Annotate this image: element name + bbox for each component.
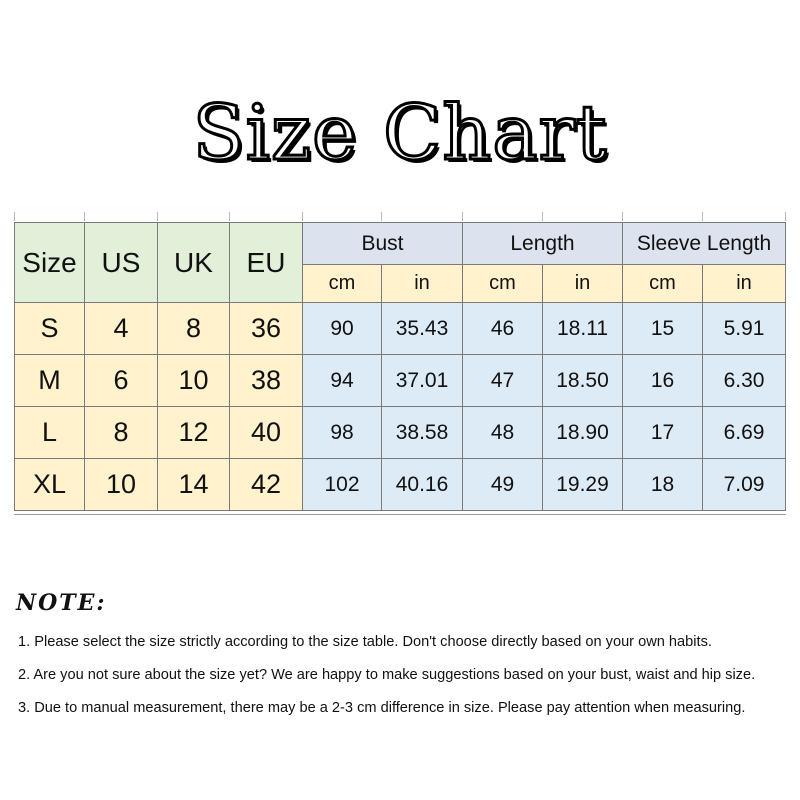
grid-tick [381, 212, 382, 221]
note-line-1: 1. Please select the size strictly according to the size table. Don't choose directly based on your own habits. [18, 634, 712, 650]
table-cell: 35.43 [382, 303, 463, 355]
table-cell: XL [15, 459, 85, 511]
table-cell: 10 [158, 355, 230, 407]
header-bust: Bust [303, 223, 463, 265]
table-cell: 46 [463, 303, 543, 355]
table-cell: 16 [623, 355, 703, 407]
table-cell: 6.69 [703, 407, 786, 459]
header-size: Size [15, 223, 85, 303]
table-row [15, 459, 786, 511]
note-line-3: 3. Due to manual measurement, there may be a 2-3 cm difference in size. Please pay attention when measuring. [18, 700, 746, 716]
table-cell: L [15, 407, 85, 459]
table-row [15, 407, 786, 459]
table-cell: 8 [85, 407, 158, 459]
grid-tick [229, 212, 230, 221]
table-cell: 47 [463, 355, 543, 407]
grid-tick [84, 212, 85, 221]
size-table [14, 222, 786, 511]
grid-tick [14, 212, 15, 221]
table-cell: 102 [303, 459, 382, 511]
table-cell: 6 [85, 355, 158, 407]
header-eu: EU [230, 223, 303, 303]
table-cell: 14 [158, 459, 230, 511]
table-cell: 5.91 [703, 303, 786, 355]
table-cell: M [15, 355, 85, 407]
unit-header: in [543, 265, 623, 303]
table-cell: 18.11 [543, 303, 623, 355]
unit-header: cm [623, 265, 703, 303]
note-line-2: 2. Are you not sure about the size yet? We are happy to make suggestions based on your bust, waist and hip size. [18, 667, 756, 683]
table-cell: 40.16 [382, 459, 463, 511]
table-cell: S [15, 303, 85, 355]
table-cell: 98 [303, 407, 382, 459]
unit-header: cm [303, 265, 382, 303]
header-us: US [85, 223, 158, 303]
grid-tick [785, 212, 786, 221]
table-cell: 15 [623, 303, 703, 355]
grid-tick [622, 212, 623, 221]
table-cell: 38.58 [382, 407, 463, 459]
header-length: Length [463, 223, 623, 265]
unit-header: in [703, 265, 786, 303]
table-cell: 18.50 [543, 355, 623, 407]
table-cell: 36 [230, 303, 303, 355]
header-sleeve-length: Sleeve Length [623, 223, 786, 265]
table-cell: 18.90 [543, 407, 623, 459]
table-cell: 4 [85, 303, 158, 355]
grid-tick [542, 212, 543, 221]
table-row [15, 303, 786, 355]
table-cell: 17 [623, 407, 703, 459]
note-title: NOTE: [16, 590, 107, 616]
grid-tick [702, 212, 703, 221]
table-cell: 12 [158, 407, 230, 459]
table-cell: 38 [230, 355, 303, 407]
unit-header: cm [463, 265, 543, 303]
table-cell: 6.30 [703, 355, 786, 407]
table-cell: 8 [158, 303, 230, 355]
page-title: Size Chart [192, 88, 608, 177]
grid-tick [157, 212, 158, 221]
table-cell: 18 [623, 459, 703, 511]
grid-tick [302, 212, 303, 221]
table-cell: 42 [230, 459, 303, 511]
grid-line [14, 514, 786, 515]
table-cell: 48 [463, 407, 543, 459]
table-cell: 90 [303, 303, 382, 355]
table-cell: 49 [463, 459, 543, 511]
table-cell: 10 [85, 459, 158, 511]
table-cell: 40 [230, 407, 303, 459]
table-cell: 94 [303, 355, 382, 407]
table-row [15, 355, 786, 407]
header-uk: UK [158, 223, 230, 303]
grid-tick [462, 212, 463, 221]
table-cell: 19.29 [543, 459, 623, 511]
table-cell: 37.01 [382, 355, 463, 407]
table-cell: 7.09 [703, 459, 786, 511]
unit-header: in [382, 265, 463, 303]
